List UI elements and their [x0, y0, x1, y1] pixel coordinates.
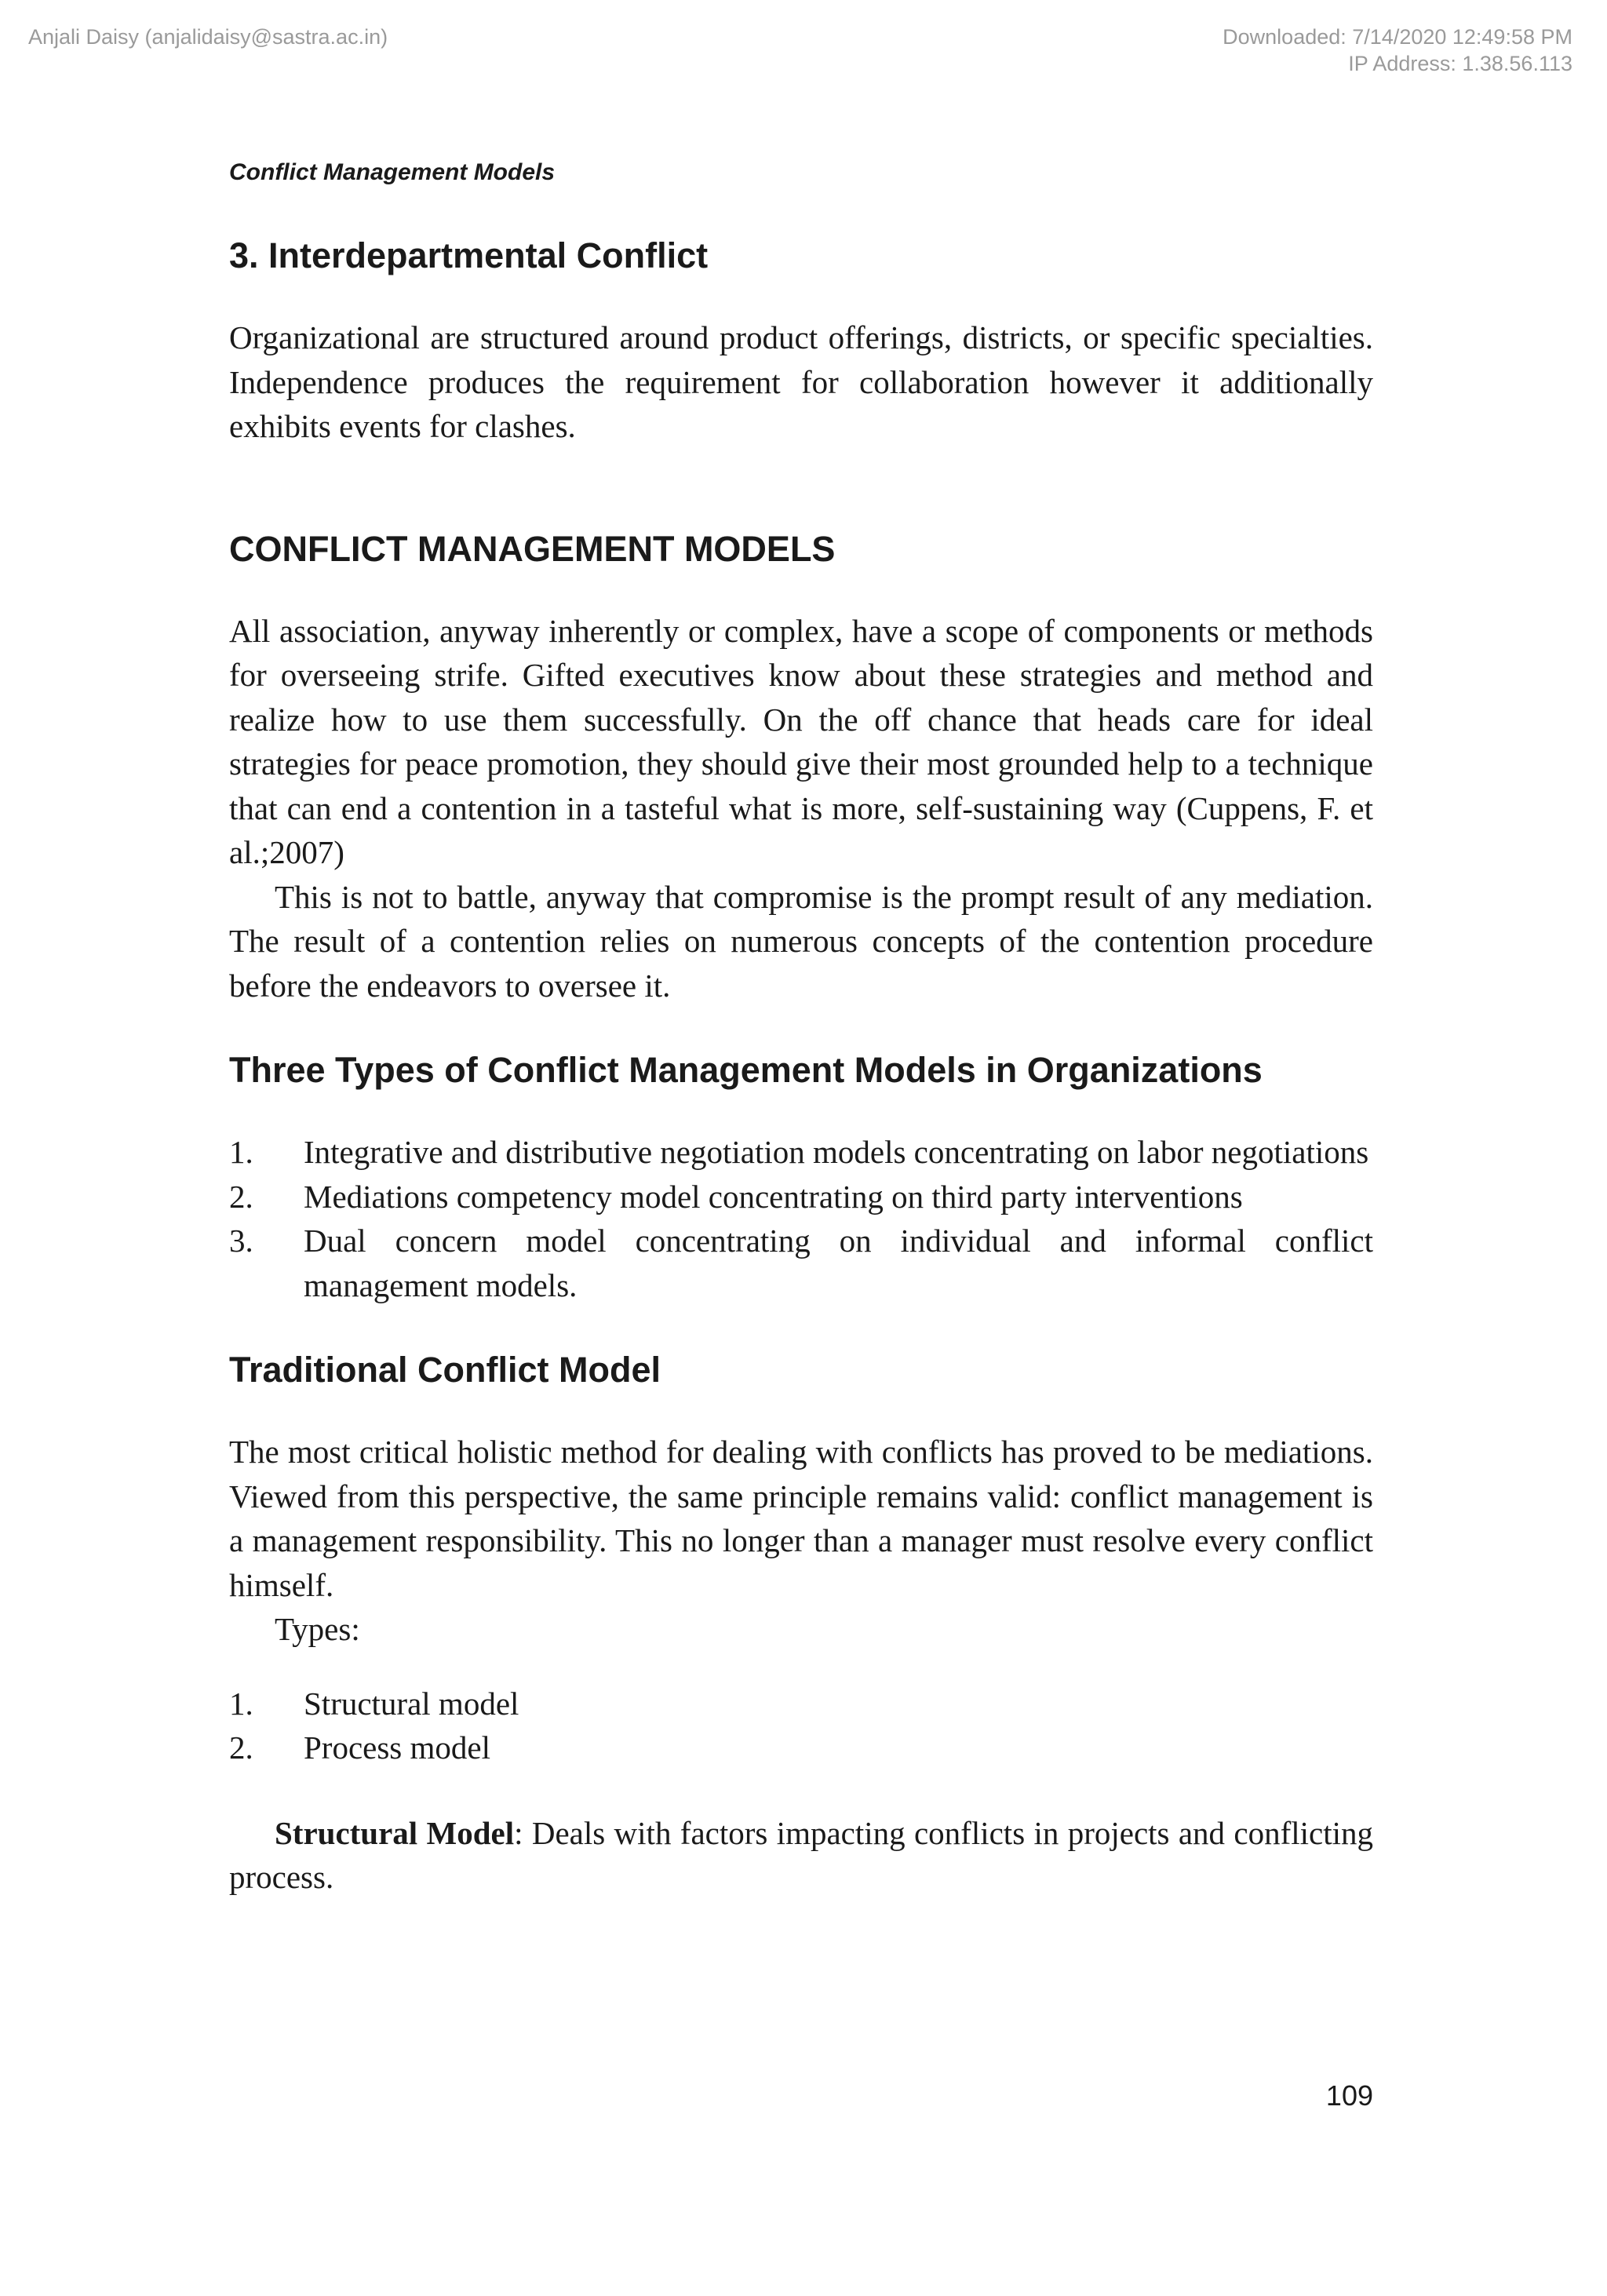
three-types-list — [229, 1130, 1373, 1307]
paragraph-traditional: The most critical holistic method for dealing with conflicts has proved to be mediations. Viewed from this perspective, the same principle remains valid: conflict management is a management responsibility. This no longer than a manager must resolve every conflict himself. — [229, 1434, 1373, 1603]
spacer — [229, 449, 1373, 527]
list-text: Process model — [304, 1729, 490, 1766]
list-text: Integrative and distributive negotiation models concentrating on labor negotiations — [304, 1134, 1369, 1170]
list-item — [229, 1726, 1373, 1770]
spacer — [229, 1008, 1373, 1048]
list-item — [229, 1175, 1373, 1219]
heading-interdepartmental: 3. Interdepartmental Conflict — [229, 235, 709, 275]
paragraph-structural-model — [229, 1811, 1373, 1900]
heading-traditional-conflict-model: Traditional Conflict Model — [229, 1350, 661, 1390]
spacer — [229, 1770, 1373, 1811]
paragraph-models-1: All association, anyway inherently or complex, have a scope of components or methods for overseeing strife. Gifted executives know about these strategies and method and realize how to use them successfully. On the off chance that heads care for ideal strategies for peace promotion, they should give their most grounded help to a technique that can end a contention in a tasteful what is more, self-sustaining way (Cuppens, F. et al.;2007) — [229, 612, 1373, 870]
watermark-ip: IP Address: 1.38.56.113 — [1348, 52, 1572, 75]
list-item — [229, 1130, 1373, 1175]
spacer — [229, 1307, 1373, 1348]
list-number: 3. — [229, 1223, 253, 1259]
heading-three-types: Three Types of Conflict Management Models in Organizations — [229, 1050, 1263, 1090]
running-head: Conflict Management Models — [229, 159, 556, 185]
list-number: 1. — [229, 1685, 253, 1722]
model-types-list — [229, 1682, 1373, 1770]
list-number: 1. — [229, 1134, 253, 1170]
page-number: 109 — [1325, 2079, 1373, 2112]
list-text: Mediations competency model concentrating on third party interventions — [304, 1178, 1243, 1215]
paragraph-models-2: This is not to battle, anyway that compromise is the prompt result of any mediation. The result of a contention relies on numerous concepts of the contention procedure before the endeavors to oversee it. — [229, 878, 1373, 1004]
paragraph-interdepartmental: Organizational are structured around product offerings, districts, or specific specialties. Independence produces the requirement for collaboration however it additionally exhibits events for clashes. — [229, 319, 1373, 444]
watermark-download-info — [1223, 24, 1572, 77]
list-number: 2. — [229, 1178, 253, 1215]
spacer — [229, 1652, 1373, 1682]
page-content — [229, 157, 1373, 1900]
list-item — [229, 1682, 1373, 1726]
list-text: Dual concern model concentrating on individual and informal conflict management models. — [304, 1223, 1373, 1303]
list-text: Structural model — [304, 1685, 519, 1722]
heading-conflict-management-models: CONFLICT MANAGEMENT MODELS — [229, 528, 836, 569]
structural-model-text: : Deals with factors impacting conflicts in projects and conflicting process. — [229, 1814, 1374, 1895]
watermark-user: Anjali Daisy (anjalidaisy@sastra.ac.in) — [28, 25, 388, 49]
types-label: Types: — [275, 1611, 360, 1647]
watermark-downloaded: Downloaded: 7/14/2020 12:49:58 PM — [1223, 25, 1572, 49]
list-item — [229, 1219, 1373, 1307]
structural-model-lead: Structural Model — [275, 1814, 515, 1851]
list-number: 2. — [229, 1729, 253, 1766]
